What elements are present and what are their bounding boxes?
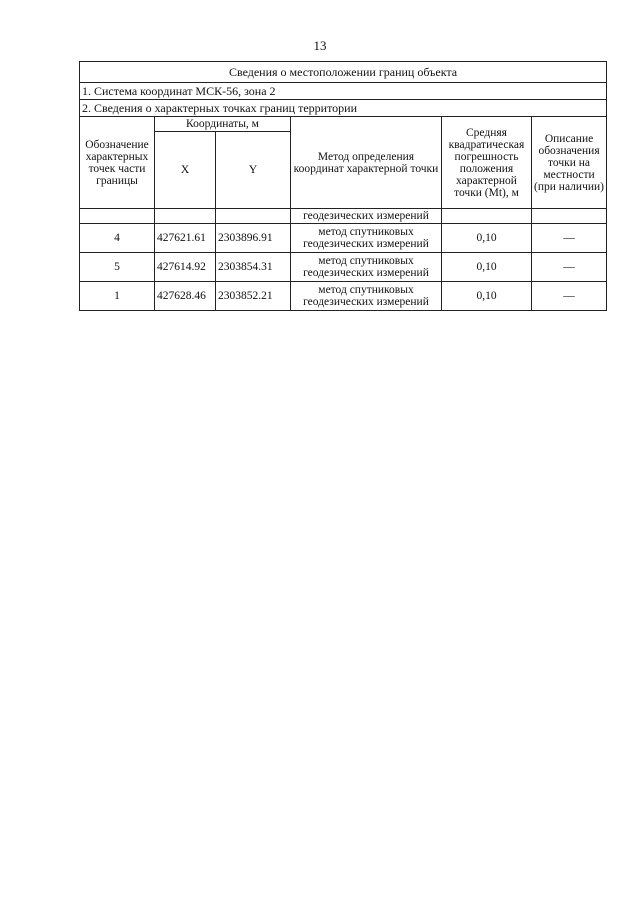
cell-point xyxy=(80,209,155,224)
table-row xyxy=(80,224,607,253)
table-row xyxy=(80,209,607,224)
cell-description: — xyxy=(532,282,607,311)
header-y: Y xyxy=(216,132,291,209)
cell-y: 2303854.31 xyxy=(216,253,291,282)
cell-x: 427621.61 xyxy=(155,224,216,253)
cell-error: 0,10 xyxy=(442,224,532,253)
cell-y xyxy=(216,209,291,224)
header-method: Метод определения координат характерной точки xyxy=(291,117,442,209)
cell-point: 5 xyxy=(80,253,155,282)
header-designation: Обозначение характерных точек части границы xyxy=(80,117,155,209)
cell-point: 1 xyxy=(80,282,155,311)
cell-error: 0,10 xyxy=(442,282,532,311)
cell-method: метод спутниковых геодезических измерений xyxy=(291,224,442,253)
cell-error xyxy=(442,209,532,224)
table-row xyxy=(80,253,607,282)
table-title: Сведения о местоположении границ объекта xyxy=(80,62,607,83)
points-section-title: 2. Сведения о характерных точках границ территории xyxy=(80,100,607,117)
cell-method: геодезических измерений xyxy=(291,209,442,224)
cell-point: 4 xyxy=(80,224,155,253)
cell-x: 427628.46 xyxy=(155,282,216,311)
header-row xyxy=(80,117,607,132)
table-title-row xyxy=(80,62,607,83)
boundary-table xyxy=(79,61,607,311)
table-row xyxy=(80,282,607,311)
section-row xyxy=(80,100,607,117)
header-description: Описание обозначения точки на местности (при наличии) xyxy=(532,117,607,209)
cell-description xyxy=(532,209,607,224)
coordinate-system: 1. Система координат МСК-56, зона 2 xyxy=(80,83,607,100)
cell-y: 2303852.21 xyxy=(216,282,291,311)
cell-method: метод спутниковых геодезических измерений xyxy=(291,282,442,311)
section-row xyxy=(80,83,607,100)
cell-x: 427614.92 xyxy=(155,253,216,282)
cell-description: — xyxy=(532,224,607,253)
header-error: Средняя квадратическая погрешность положения характерной точки (Mt), м xyxy=(442,117,532,209)
header-coordinates: Координаты, м xyxy=(155,117,291,132)
cell-error: 0,10 xyxy=(442,253,532,282)
cell-x xyxy=(155,209,216,224)
cell-description: — xyxy=(532,253,607,282)
page-number: 13 xyxy=(313,38,327,53)
header-x: X xyxy=(155,132,216,209)
cell-y: 2303896.91 xyxy=(216,224,291,253)
cell-method: метод спутниковых геодезических измерений xyxy=(291,253,442,282)
